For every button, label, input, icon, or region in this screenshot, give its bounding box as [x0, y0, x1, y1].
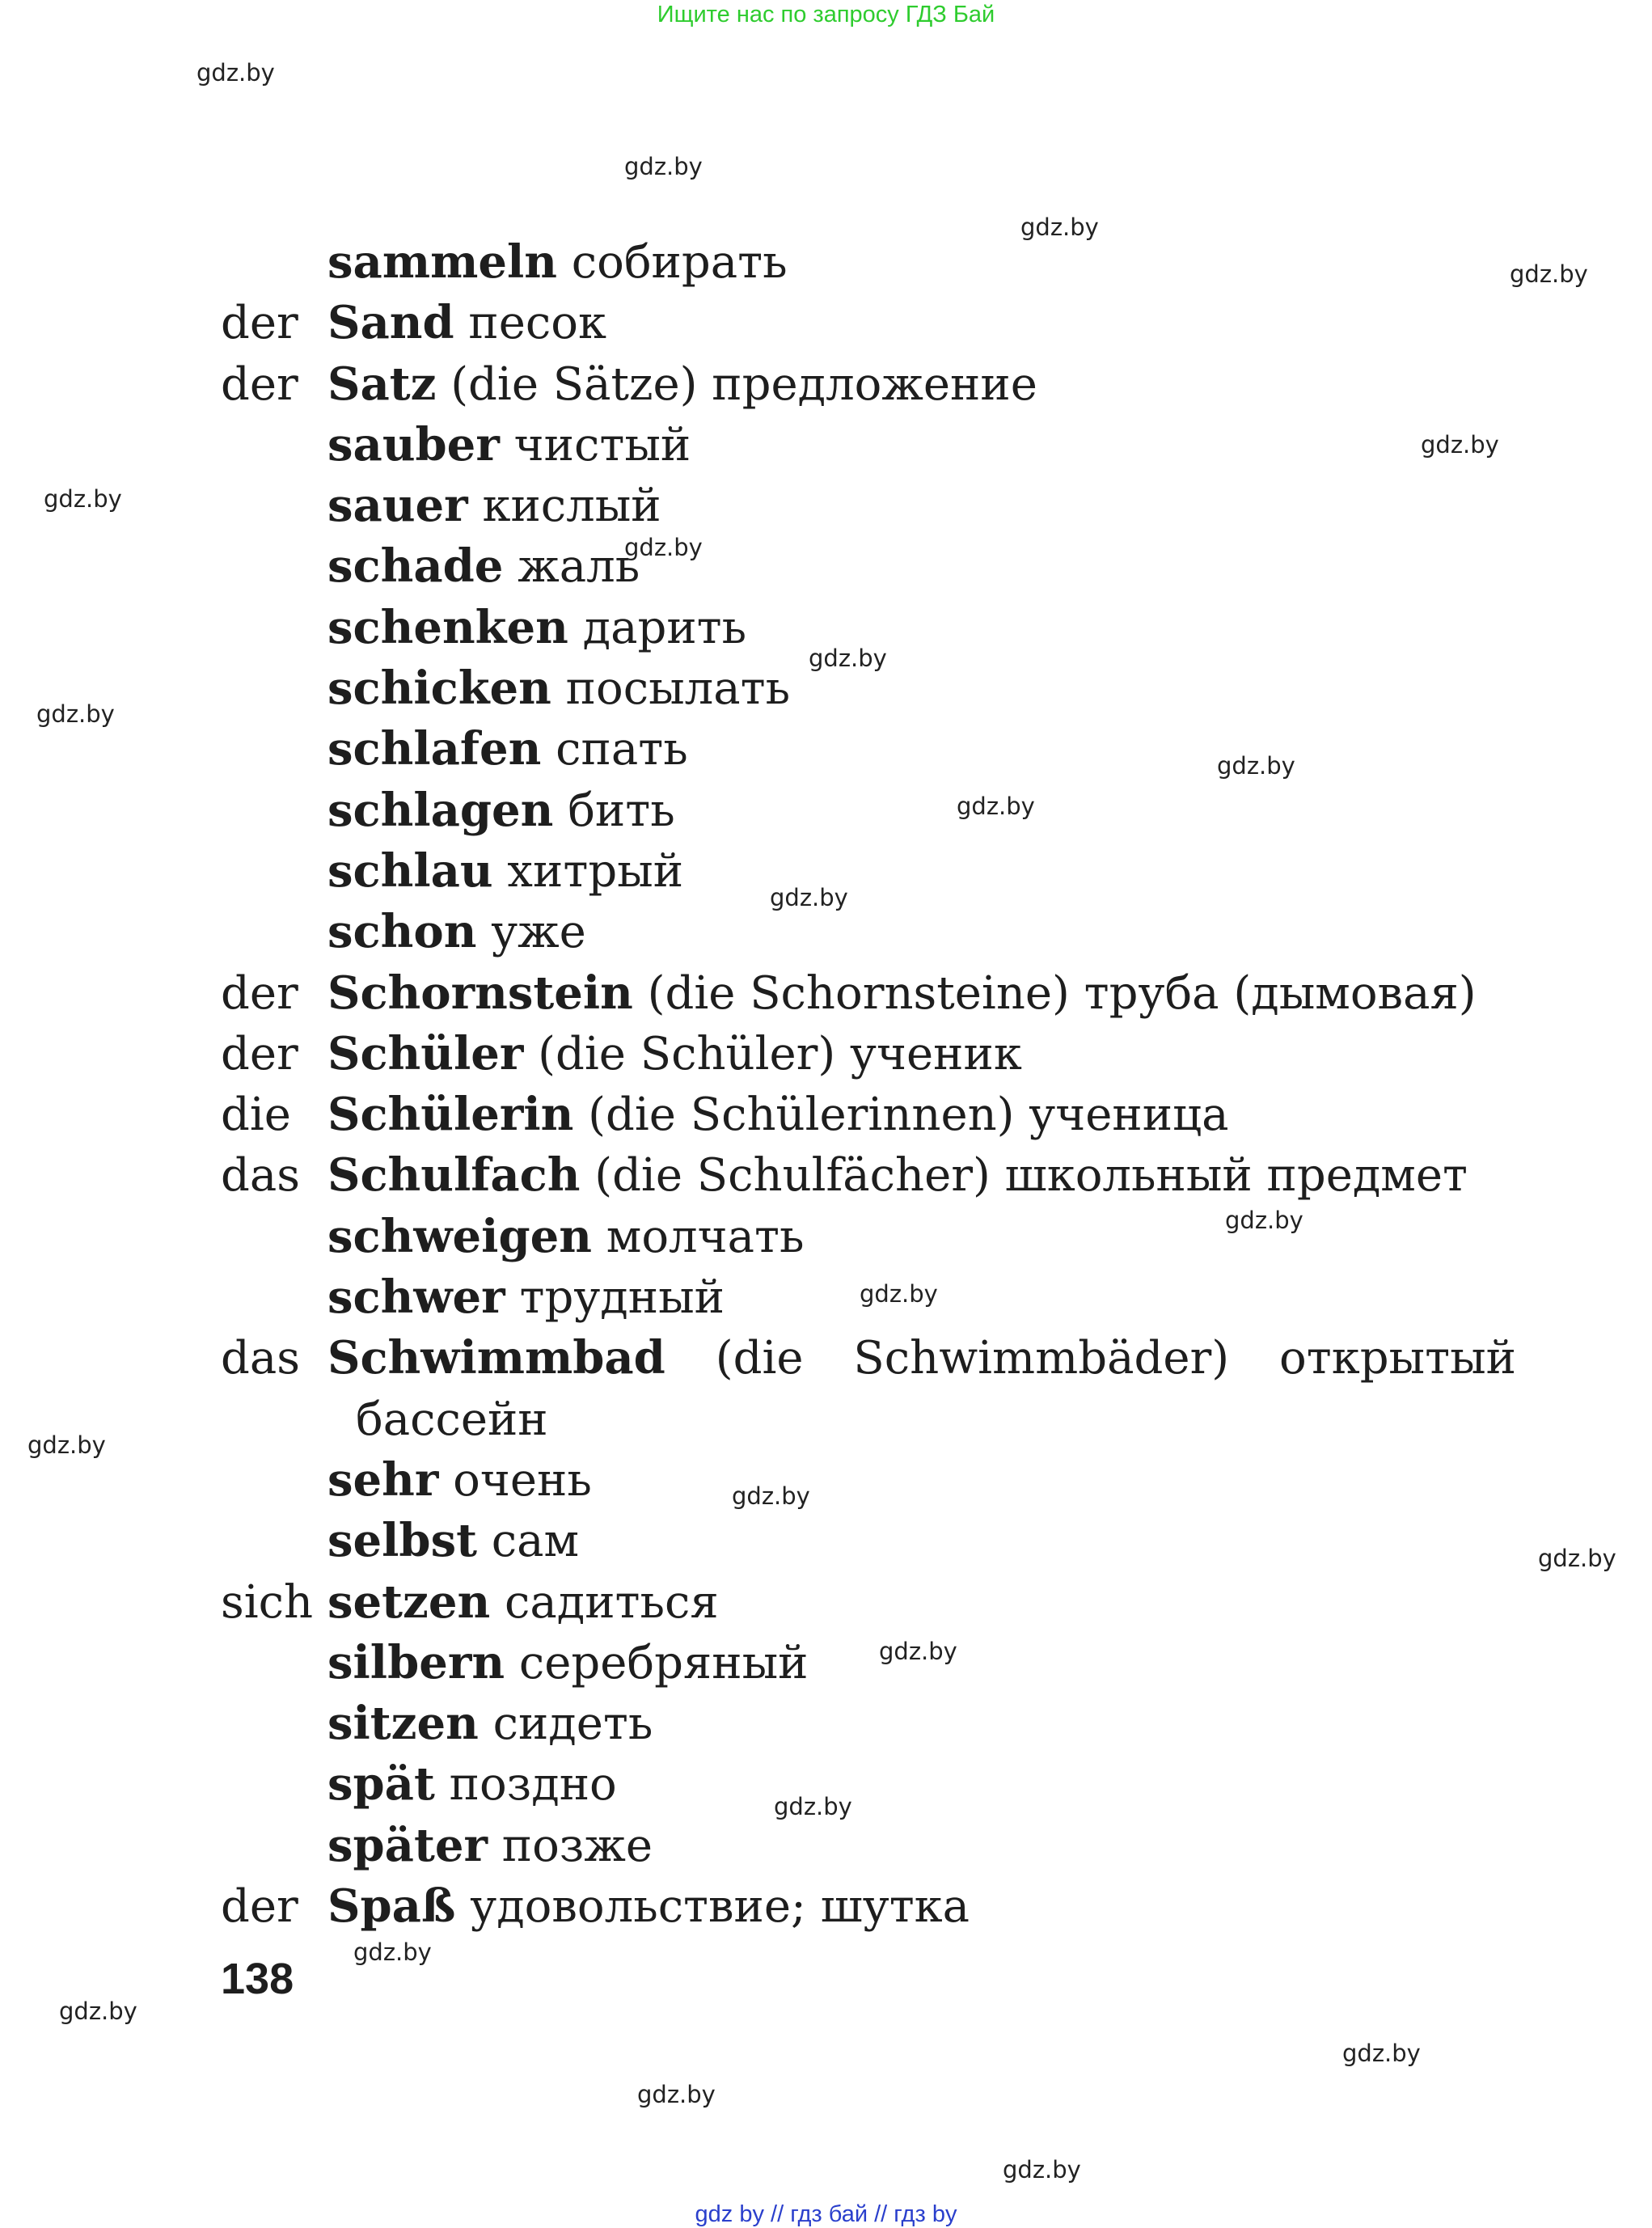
entry-article: sich — [221, 1575, 314, 1629]
vocab-entry — [0, 415, 1652, 476]
entry-translation: молчать — [591, 1210, 805, 1263]
entry-translation-part: открытый — [1279, 1332, 1516, 1385]
entry-translation: (die Schülerinnen) ученица — [573, 1089, 1229, 1142]
entry-headword: schlagen — [327, 783, 554, 837]
top-banner-link[interactable]: Ищите нас по запросу ГДЗ Бай — [657, 2, 995, 27]
entry-headword: sauer — [327, 479, 468, 533]
watermark: gdz.by — [809, 645, 887, 672]
page-number: 138 — [221, 1955, 294, 2003]
vocab-entry — [0, 658, 1652, 719]
vocab-entry — [0, 1572, 1652, 1633]
vocab-entry — [0, 902, 1652, 962]
entry-headword: sitzen — [327, 1697, 479, 1751]
entry-translation: сидеть — [478, 1697, 653, 1751]
entry-headword: schweigen — [327, 1209, 592, 1263]
entry-translation: спать — [541, 723, 688, 776]
entry-headword: Schülerin — [327, 1088, 574, 1142]
entry-translation: трудный — [505, 1271, 725, 1325]
entry-article: die — [221, 1089, 291, 1142]
vocab-entry — [0, 1876, 1652, 1937]
watermark: gdz.by — [1538, 1545, 1616, 1572]
entry-translation: песок — [454, 297, 606, 350]
entry-translation: удовольствие; шутка — [455, 1880, 970, 1934]
watermark: gdz.by — [770, 884, 848, 911]
entry-article: der — [221, 1027, 298, 1080]
entry-translation: посылать — [551, 662, 791, 716]
entry-translation: позже — [487, 1819, 653, 1872]
vocab-entry — [0, 1693, 1652, 1754]
watermark: gdz.by — [774, 1793, 852, 1820]
entry-headword: sauber — [327, 417, 500, 471]
entry-headword: Satz — [327, 357, 437, 411]
entry-translation: поздно — [434, 1758, 617, 1812]
watermark: gdz.by — [957, 793, 1035, 820]
watermark: gdz.by — [879, 1638, 957, 1665]
watermark: gdz.by — [353, 1938, 432, 1966]
watermark: gdz.by — [36, 700, 115, 728]
watermark: gdz.by — [1225, 1207, 1303, 1234]
entry-headword: schlau — [327, 843, 493, 898]
entry-translation: бить — [553, 784, 675, 837]
watermark: gdz.by — [44, 485, 122, 513]
vocab-entry — [0, 1207, 1652, 1267]
entry-headword: Sand — [327, 296, 454, 350]
vocab-entry — [0, 354, 1652, 415]
footer-links[interactable]: gdz by // гдз бай // гдз by — [695, 2201, 957, 2227]
vocab-entry-continuation — [0, 1389, 1652, 1450]
entry-headword: setzen — [327, 1575, 491, 1629]
vocab-entry — [0, 841, 1652, 902]
entry-article: das — [221, 1332, 300, 1385]
entry-headword: später — [327, 1818, 488, 1872]
entry-headword: schicken — [327, 662, 551, 716]
watermark: gdz.by — [1510, 260, 1588, 288]
entry-headword: Schulfach — [327, 1148, 581, 1203]
vocab-entry — [0, 1633, 1652, 1693]
entry-translation: хитрый — [492, 844, 684, 898]
entry-translation: уже — [476, 906, 586, 959]
entry-translation: жаль — [503, 540, 640, 594]
watermark: gdz.by — [732, 1482, 810, 1510]
vocab-entry — [0, 719, 1652, 780]
entry-headword: spät — [327, 1757, 435, 1812]
entry-translation: (die Schornsteine) труба (дымовая) — [632, 966, 1477, 1020]
watermark: gdz.by — [1003, 2156, 1081, 2184]
entry-article: der — [221, 966, 298, 1020]
entry-translation: (die Schulfächer) школьный предмет — [580, 1149, 1468, 1203]
entry-translation-part: (die — [715, 1332, 804, 1385]
entry-headword: selbst — [327, 1514, 477, 1568]
entry-translation: бассейн — [356, 1393, 548, 1446]
entry-headword: schlafen — [327, 722, 542, 776]
entry-translation: (die Schüler) ученик — [523, 1027, 1022, 1080]
entry-translation: кислый — [467, 480, 661, 533]
entry-article: der — [221, 297, 298, 350]
entry-translation: сам — [476, 1515, 580, 1568]
vocab-entry — [0, 476, 1652, 536]
vocab-entry — [0, 1328, 1652, 1389]
watermark: gdz.by — [624, 153, 703, 180]
entry-article: das — [221, 1149, 300, 1203]
vocab-entry — [0, 1450, 1652, 1511]
entry-translation: серебряный — [505, 1636, 809, 1689]
watermark: gdz.by — [1020, 213, 1099, 241]
entry-headword: silbern — [327, 1635, 505, 1689]
entry-translation: дарить — [568, 601, 747, 654]
vocabulary-list — [0, 232, 1652, 1937]
watermark: gdz.by — [196, 59, 275, 87]
vocab-entry — [0, 963, 1652, 1024]
entry-headword: Schwimmbad — [327, 1331, 665, 1385]
entry-headword: sehr — [327, 1452, 439, 1507]
vocab-entry — [0, 1816, 1652, 1876]
entry-headword: schenken — [327, 600, 568, 654]
vocab-entry — [0, 598, 1652, 658]
entry-translation-part: Schwimmbäder) — [853, 1332, 1230, 1385]
watermark: gdz.by — [1421, 431, 1499, 459]
entry-headword: Schornstein — [327, 966, 633, 1020]
vocab-entry — [0, 1754, 1652, 1815]
entry-headword: schon — [327, 905, 477, 959]
vocab-entry — [0, 780, 1652, 841]
vocab-entry — [0, 293, 1652, 353]
vocab-entry — [0, 232, 1652, 293]
entry-headword: sammeln — [327, 235, 557, 289]
watermark: gdz.by — [59, 1998, 137, 2025]
entry-translation: садиться — [490, 1575, 719, 1629]
vocab-entry — [0, 1084, 1652, 1145]
watermark: gdz.by — [637, 2081, 716, 2108]
entry-headword: Spaß — [327, 1879, 456, 1934]
entry-article: der — [221, 357, 298, 411]
vocab-entry — [0, 1145, 1652, 1206]
entry-translation: очень — [438, 1453, 592, 1507]
entry-translation: собирать — [556, 236, 788, 289]
entry-article: der — [221, 1880, 298, 1934]
vocab-entry — [0, 536, 1652, 597]
watermark: gdz.by — [27, 1431, 106, 1459]
entry-translation: чистый — [499, 418, 691, 471]
watermark: gdz.by — [1217, 752, 1295, 780]
watermark: gdz.by — [624, 534, 703, 561]
entry-headword: schwer — [327, 1270, 505, 1325]
entry-headword: schade — [327, 539, 504, 594]
vocab-entry — [0, 1024, 1652, 1084]
entry-headword: Schüler — [327, 1026, 524, 1080]
vocab-entry — [0, 1267, 1652, 1328]
vocab-entry — [0, 1511, 1652, 1571]
entry-translation: (die Sätze) предложение — [436, 357, 1037, 411]
watermark: gdz.by — [1342, 2040, 1421, 2067]
watermark: gdz.by — [860, 1280, 938, 1308]
